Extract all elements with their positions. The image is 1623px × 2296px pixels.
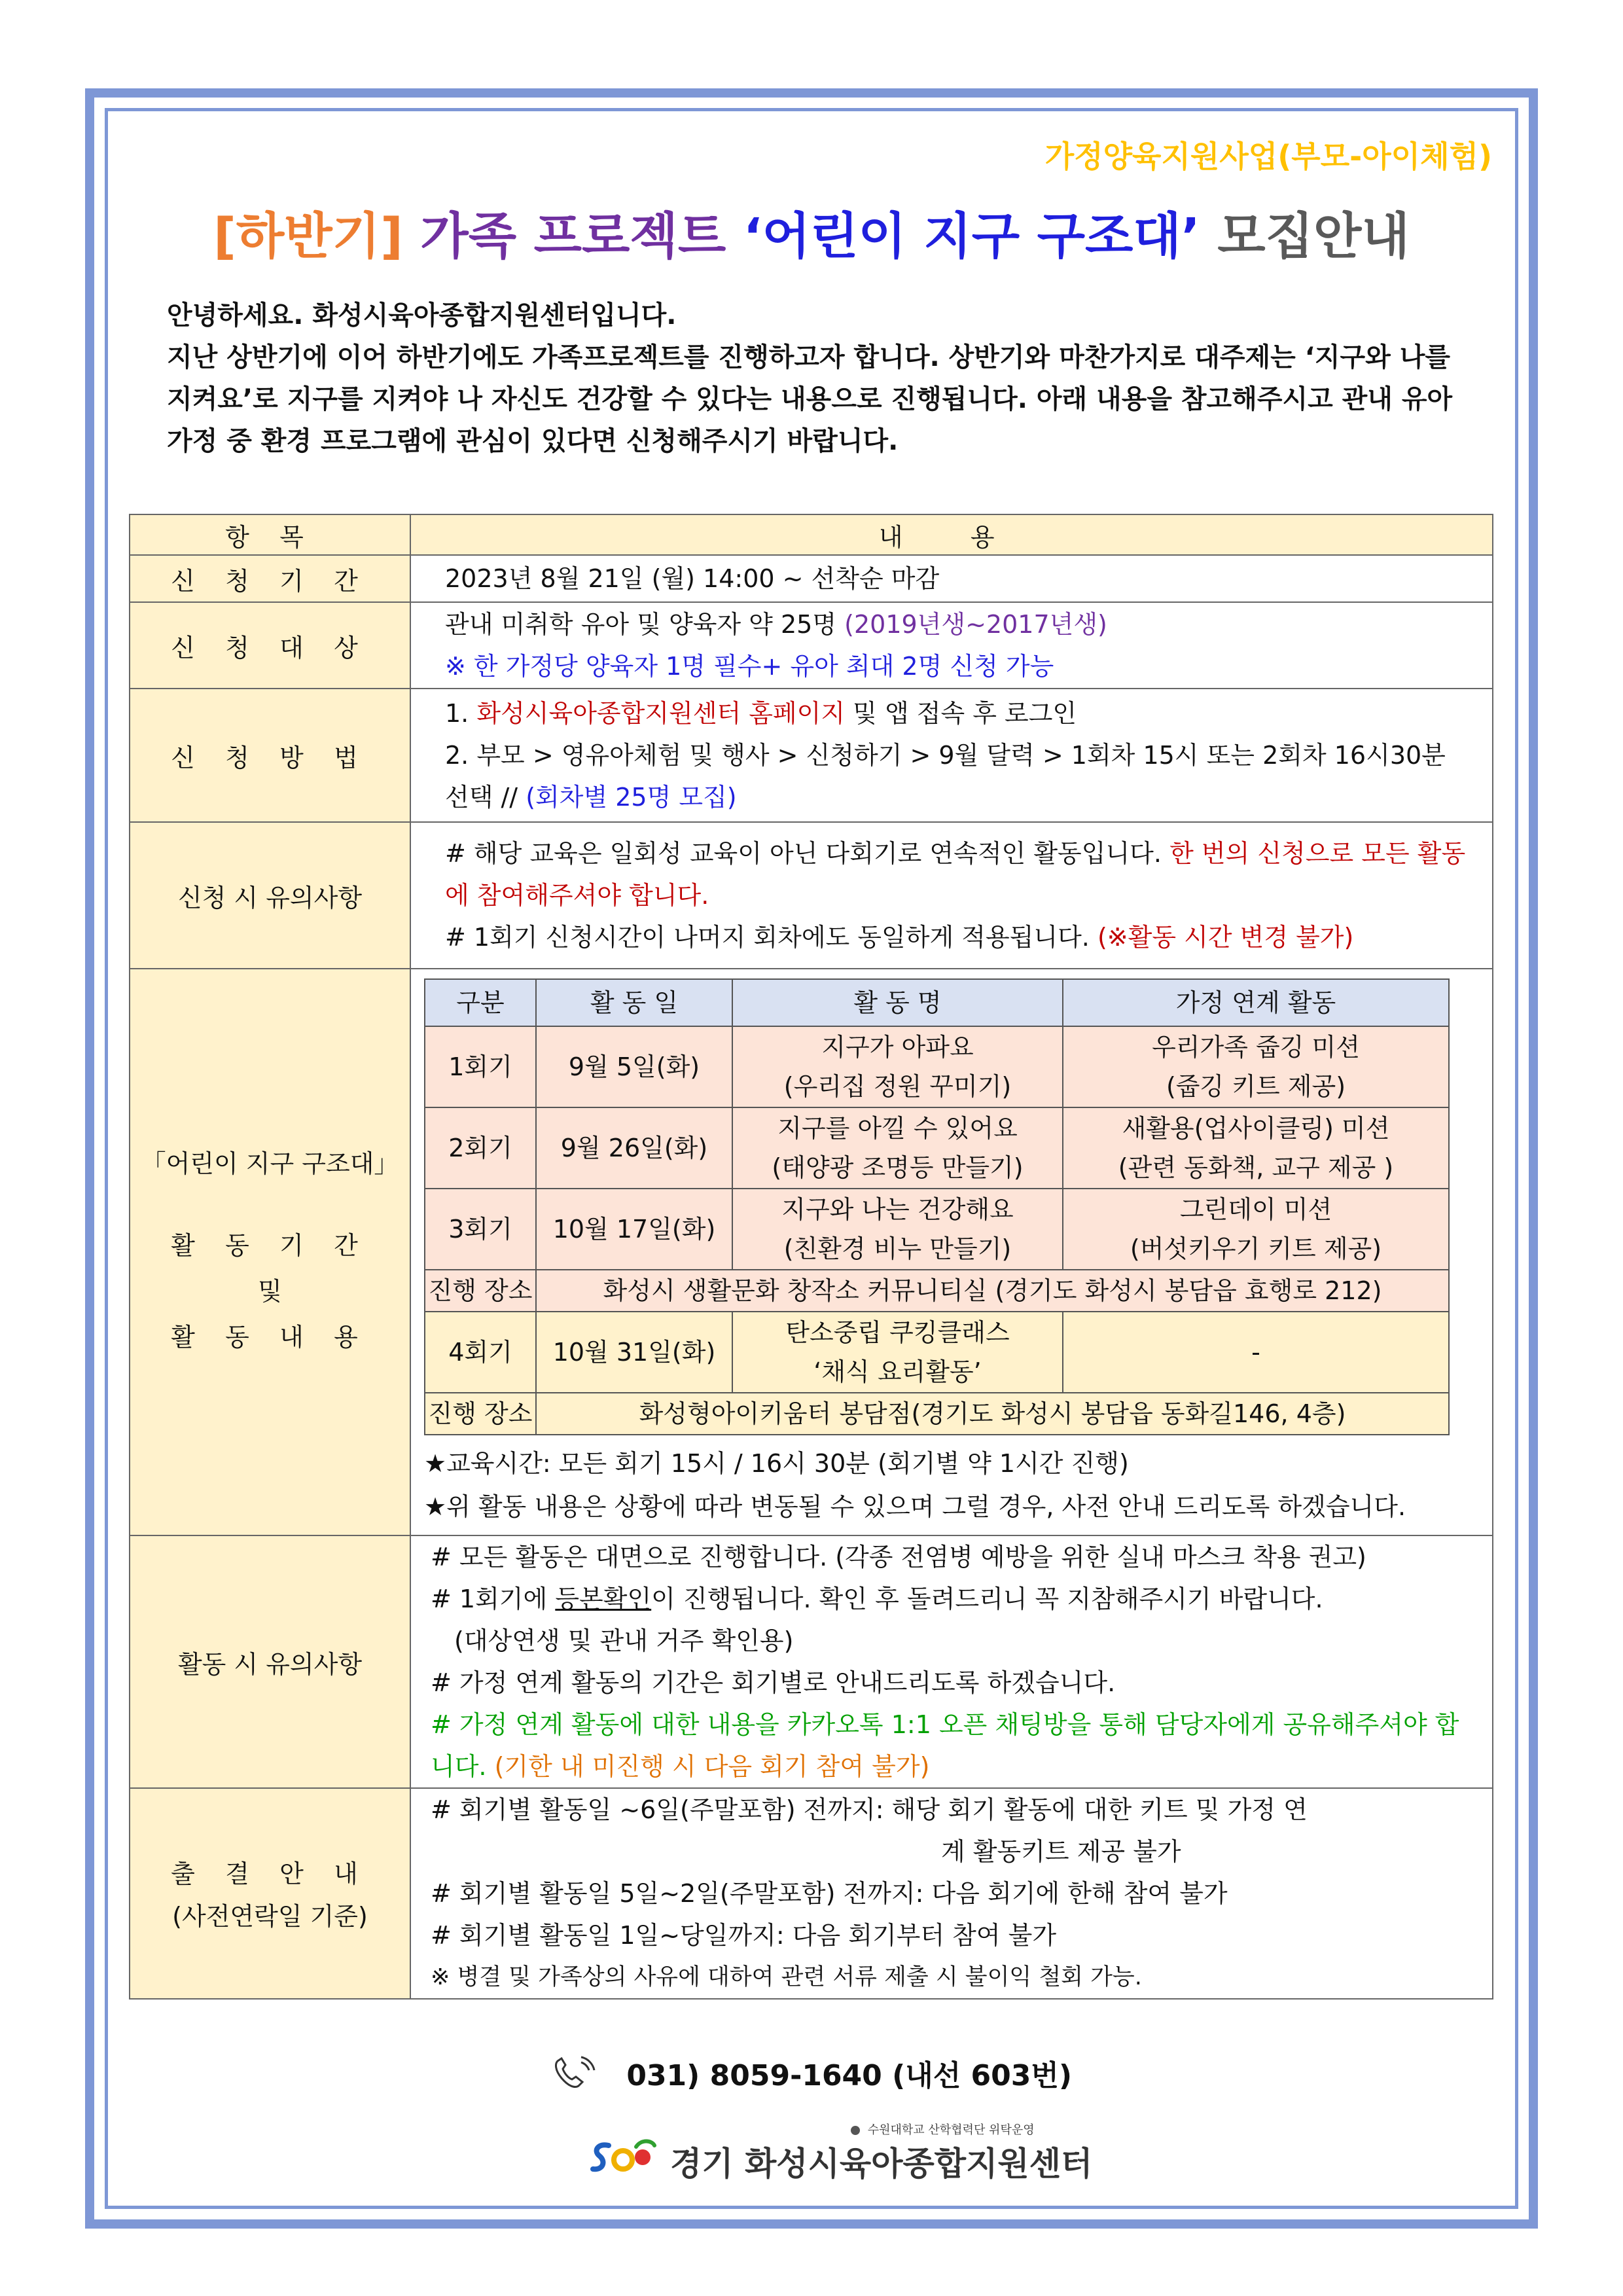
period-label: 신 청 기 간 xyxy=(130,555,410,602)
during-label: 활동 시 유의사항 xyxy=(130,1535,410,1788)
target-value: 관내 미취학 유아 및 양육자 약 25명 (2019년생~2017년생) ※ 한 가정당 양육자 1명 필수+ 유아 최대 2명 신청 가능 xyxy=(410,602,1493,689)
title-part-3: ‘어린이 지구 구조대’ xyxy=(743,207,1200,265)
table-row: 3회기 10월 17일(화) 지구와 나는 건강해요 (친환경 비누 만들기) 그린데이 미션 (버섯키우기 키트 제공) xyxy=(425,1189,1449,1270)
attendance-label: 출 결 안 내 (사전연락일 기준) xyxy=(130,1788,410,1999)
method-value: 1. 화성시육아종합지원센터 홈페이지 및 앱 접속 후 로그인 2. 부모 > 영유아체험 및 행사 > 신청하기 > 9월 달력 > 1회차 15시 또는 2회차 16시30분 선택 // (회차별 25명 모집) xyxy=(410,689,1493,822)
intro-greeting: 안녕하세요. 화성시육아종합지원센터입니다. xyxy=(167,300,677,331)
phone-icon xyxy=(551,2056,597,2100)
row-caution xyxy=(130,822,1493,969)
title-part-1: [하반기] xyxy=(213,207,403,265)
contact-phone: 031) 8059-1640 (내선 603번) xyxy=(0,2052,1623,2100)
table-header-row xyxy=(130,514,1493,555)
intro xyxy=(167,295,1459,462)
target-label: 신 청 대 상 xyxy=(130,602,410,689)
schedule-header-row: 구분 활 동 일 활 동 명 가정 연계 활동 xyxy=(425,979,1449,1026)
row-method xyxy=(130,689,1493,822)
row-attendance xyxy=(130,1788,1493,1999)
activity-notes: ★교육시간: 모든 회기 15시 / 16시 30분 (회기별 약 1시간 진행) ★위 활동 내용은 상황에 따라 변동될 수 있으며 그럴 경우, 사전 안내 드리도록 하겠습니다. xyxy=(424,1449,1406,1521)
title-part-4: 모집안내 xyxy=(1217,207,1410,265)
row-activity xyxy=(130,969,1493,1535)
intro-body: 지난 상반기에 이어 하반기에도 가족프로젝트를 진행하고자 합니다. 상반기와 마찬가지로 대주제는 ‘지구와 나를 지켜요’로 지구를 지켜야 나 자신도 건강할 수 있다는 내용으로 진행됩니다. 아래 내용을 참고해주시고 관내 유아 가정 중 환경 프로그램에 관심이 있다면 신청해주시기 바랍니다. xyxy=(167,342,1453,456)
venue-row-1: 진행 장소 화성시 생활문화 창작소 커뮤니티실 (경기도 화성시 봉담읍 효행로 212) xyxy=(425,1270,1449,1312)
caution-value: # 해당 교육은 일회성 교육이 아닌 다회기로 연속적인 활동입니다. 한 번의 신청으로 모든 활동에 참여해주셔야 합니다. # 1회기 신청시간이 나머지 회차에도 동일하게 적용됩니다. (※활동 시간 변경 불가) xyxy=(410,822,1493,969)
caution-label: 신청 시 유의사항 xyxy=(130,822,410,969)
activity-value xyxy=(410,969,1493,1535)
method-label: 신 청 방 법 xyxy=(130,689,410,822)
university-seal-icon xyxy=(851,2126,860,2135)
period-value: 2023년 8월 21일 (월) 14:00 ~ 선착순 마감 xyxy=(410,555,1493,602)
table-row: 1회기 9월 5일(화) 지구가 아파요 (우리집 정원 꾸미기) 우리가족 줍깅 미션 (줍깅 키트 제공) xyxy=(425,1026,1449,1107)
center-logo-icon xyxy=(589,2138,661,2185)
header-item: 항 목 xyxy=(130,514,410,555)
venue-row-2: 진행 장소 화성형아이키움터 봉담점(경기도 화성시 봉담읍 동화길146, 4층) xyxy=(425,1393,1449,1435)
center-logo: 수원대학교 산학협력단 위탁운영 경기 화성시육아종합지원센터 xyxy=(589,2121,1092,2185)
title-part-2: 가족 프로젝트 xyxy=(420,207,726,265)
activity-label: 「어린이 지구 구조대」 활 동 기 간 및 활 동 내 용 xyxy=(130,969,410,1535)
activity-schedule-table xyxy=(424,978,1450,1435)
during-value: # 모든 활동은 대면으로 진행합니다. (각종 전염병 예방을 위한 실내 마스크 착용 권고) # 1회기에 등본확인이 진행됩니다. 확인 후 돌려드리니 꼭 지참해주시기 바랍니다. (대상연생 및 관내 거주 확인용) # 가정 연계 활동의 기간은 회기별로 안내드리도록 하겠습니다. # 가정 연계 활동에 대한 내용을 카카오톡 1:1 오픈 채팅방을 통해 담당자에게 공유해주셔야 합니다. (기한 내 미진행 시 다음 회기 참여 불가) xyxy=(410,1535,1493,1788)
header-content: 내 용 xyxy=(410,514,1493,555)
table-row: 4회기 10월 31일(화) 탄소중립 쿠킹클래스 ‘채식 요리활동’ - xyxy=(425,1312,1449,1393)
row-target xyxy=(130,602,1493,689)
program-name: 가정양육지원사업(부모-아이체험) xyxy=(1044,139,1492,174)
attendance-value: # 회기별 활동일 ~6일(주말포함) 전까지: 해당 회기 활동에 대한 키트 및 가정 연 계 활동키트 제공 불가 # 회기별 활동일 5일~2일(주말포함) 전까지: 다음 회기에 한해 참여 불가 # 회기별 활동일 1일~당일까지: 다음 회기부터 참여 불가 ※ 병결 및 가족상의 사유에 대하여 관련 서류 제출 시 불이익 철회 가능. xyxy=(410,1788,1493,1999)
info-table xyxy=(129,514,1493,2000)
row-period xyxy=(130,555,1493,602)
page-title xyxy=(0,196,1623,268)
operator-text: 수원대학교 산학협력단 위탁운영 xyxy=(851,2121,1092,2138)
homepage-link[interactable]: 화성시육아종합지원센터 홈페이지 xyxy=(476,699,846,728)
row-during xyxy=(130,1535,1493,1788)
table-row: 2회기 9월 26일(화) 지구를 아낄 수 있어요 (태양광 조명등 만들기) 새활용(업사이클링) 미션 (관련 동화책, 교구 제공 ) xyxy=(425,1107,1449,1189)
